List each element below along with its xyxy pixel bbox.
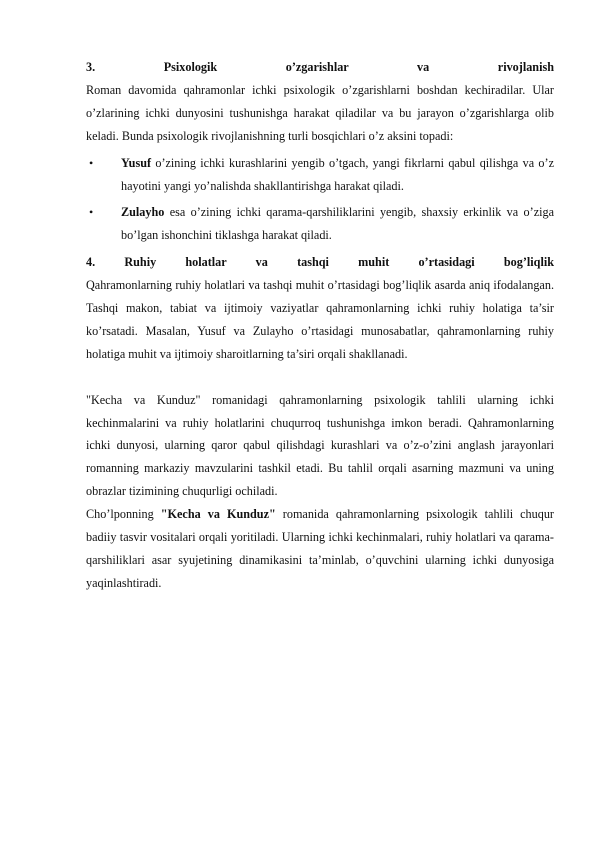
summary-paragraph-1: "Kecha va Kunduz" romanidagi qahramonlarning psixologik tahlili ularning ichki kechinmalarini va ruhiy holatlarini chuqurroq tushunishga imkon beradi. Qahramonlarning ichki dunyosi, ularning qaror qabul qilishdagi kurashlari va o’z-o’zini anglash jarayonlari romanning markaziy mavzularini tashkil etadi. Bu tahlil orqali asarning mazmuni va uning obrazlar tizimining chuqurligi ochiladi. [86,392,554,499]
section-4-heading: 4. Ruhiy holatlar va tashqi muhit o’rtasidagi bog’liqlik [86,255,554,270]
bullet-item-zulayho [86,201,554,247]
section-4-body: Qahramonlarning ruhiy holatlari va tashqi muhit o’rtasidagi bog’liqlik asarda aniq ifodalangan. Tashqi makon, tabiat va ijtimoiy vaziyatlar qahramonlarning ichki ruhiy holatiga ta’sir ko’rsatadi. Masalan, Yusuf va Zulayho o’rtasidagi munosabatlar, qahramonlarning ruhiy holatiga muhit va ijtimoiy sharoitlarning ta’siri orqali shakllanadi. [86,278,554,361]
bullet-item-yusuf [86,152,554,198]
bullet-text-yusuf: o’zining ichki kurashlarini yengib o’tgach, yangi fikrlarni qabul qilishga va o’z hayotini yangi yo’nalishda shakllantirishga harakat qiladi. [121,155,554,193]
bullet-name-yusuf: Yusuf [121,155,152,170]
paragraph-spacer [86,366,554,389]
section-3-bullet-list [86,152,554,248]
section-3-heading: 3. Psixologik o’zgarishlar va rivojlanish [86,60,554,74]
summary-paragraph-2-start: Cho’lponning [86,507,161,522]
summary-paragraph-2 [86,503,554,595]
bullet-dot-icon: • [89,155,94,170]
novel-title: "Kecha va Kunduz" [160,507,276,522]
bullet-text-zulayho: esa o’zining ichki qarama-qarshiliklarini yengib, shaxsiy erkinlik va o’ziga bo’lgan ishonchini tiklashga harakat qiladi. [121,205,554,243]
summary-paragraph-2-end: romanida qahramonlarning psixologik tahlili chuqur badiiy tasvir vositalari orqali yoritiladi. Ularning ichki kechinmalari, ruhiy holatlari va qarama-qarshiliklari asar syujetining dinamikasini ta’minlab, o’quvchini ularning ichki dunyosiga yaqinlashtiradi. [86,507,554,590]
document-page [86,56,554,595]
section-3-body: Roman davomida qahramonlar ichki psixologik o’zgarishlarni boshdan kechiradilar. Ular o’zlarining ichki dunyosini tushunishga harakat qiladilar va bu jarayon o’zgarishlarga olib keladi. Bunda psixologik rivojlanishning turli bosqichlari o’z aksini topadi: [86,82,554,143]
bullet-dot-icon: • [89,205,94,220]
bullet-name-zulayho: Zulayho [121,205,165,220]
